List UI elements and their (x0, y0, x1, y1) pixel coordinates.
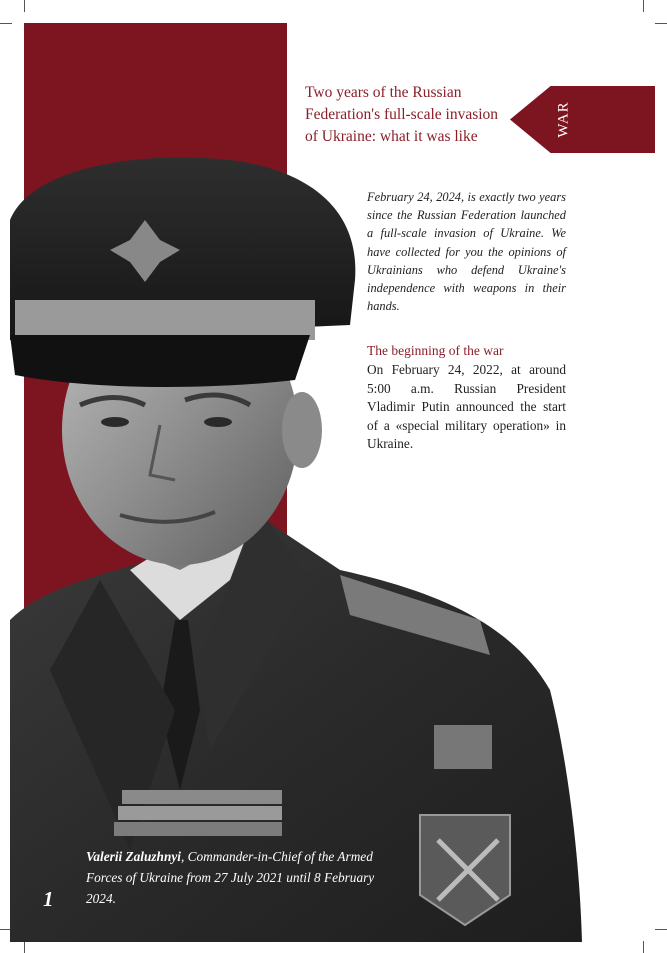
section-tab-label: WAR (555, 101, 572, 138)
portrait-photo (10, 150, 582, 942)
caption-role: , Commander-in-Chief of the Armed Forces of Ukraine from 27 July 2021 until 8 February 2024. (86, 849, 375, 906)
crop-mark-tl-v (24, 0, 25, 12)
caption-name: Valerii Zaluzhnyi (86, 849, 181, 864)
crop-mark-tl-h (0, 23, 12, 24)
crop-mark-br-v (643, 941, 644, 953)
crop-mark-bl-v (24, 941, 25, 953)
section-body: On February 24, 2022, at around 5:00 a.m. Russian President Vladimir Putin announced the start of a «special military operation» in Ukraine. (367, 362, 566, 451)
crop-mark-br-h (655, 929, 667, 930)
crop-mark-tr-h (655, 23, 667, 24)
crop-mark-tr-v (643, 0, 644, 12)
intro-paragraph: February 24, 2024, is exactly two years since the Russian Federation launched a full-scale invasion of Ukraine. We have collected for you the opinions of Ukrainians who defend Ukraine's independence with weapons in their hands. (367, 190, 566, 314)
photo-caption (86, 846, 386, 909)
section-title: The beginning of the war (367, 343, 504, 358)
article-headline: Two years of the Russian Federation's full-scale invasion of Ukraine: what it was like (305, 84, 499, 145)
page-number: 1 (43, 887, 54, 911)
